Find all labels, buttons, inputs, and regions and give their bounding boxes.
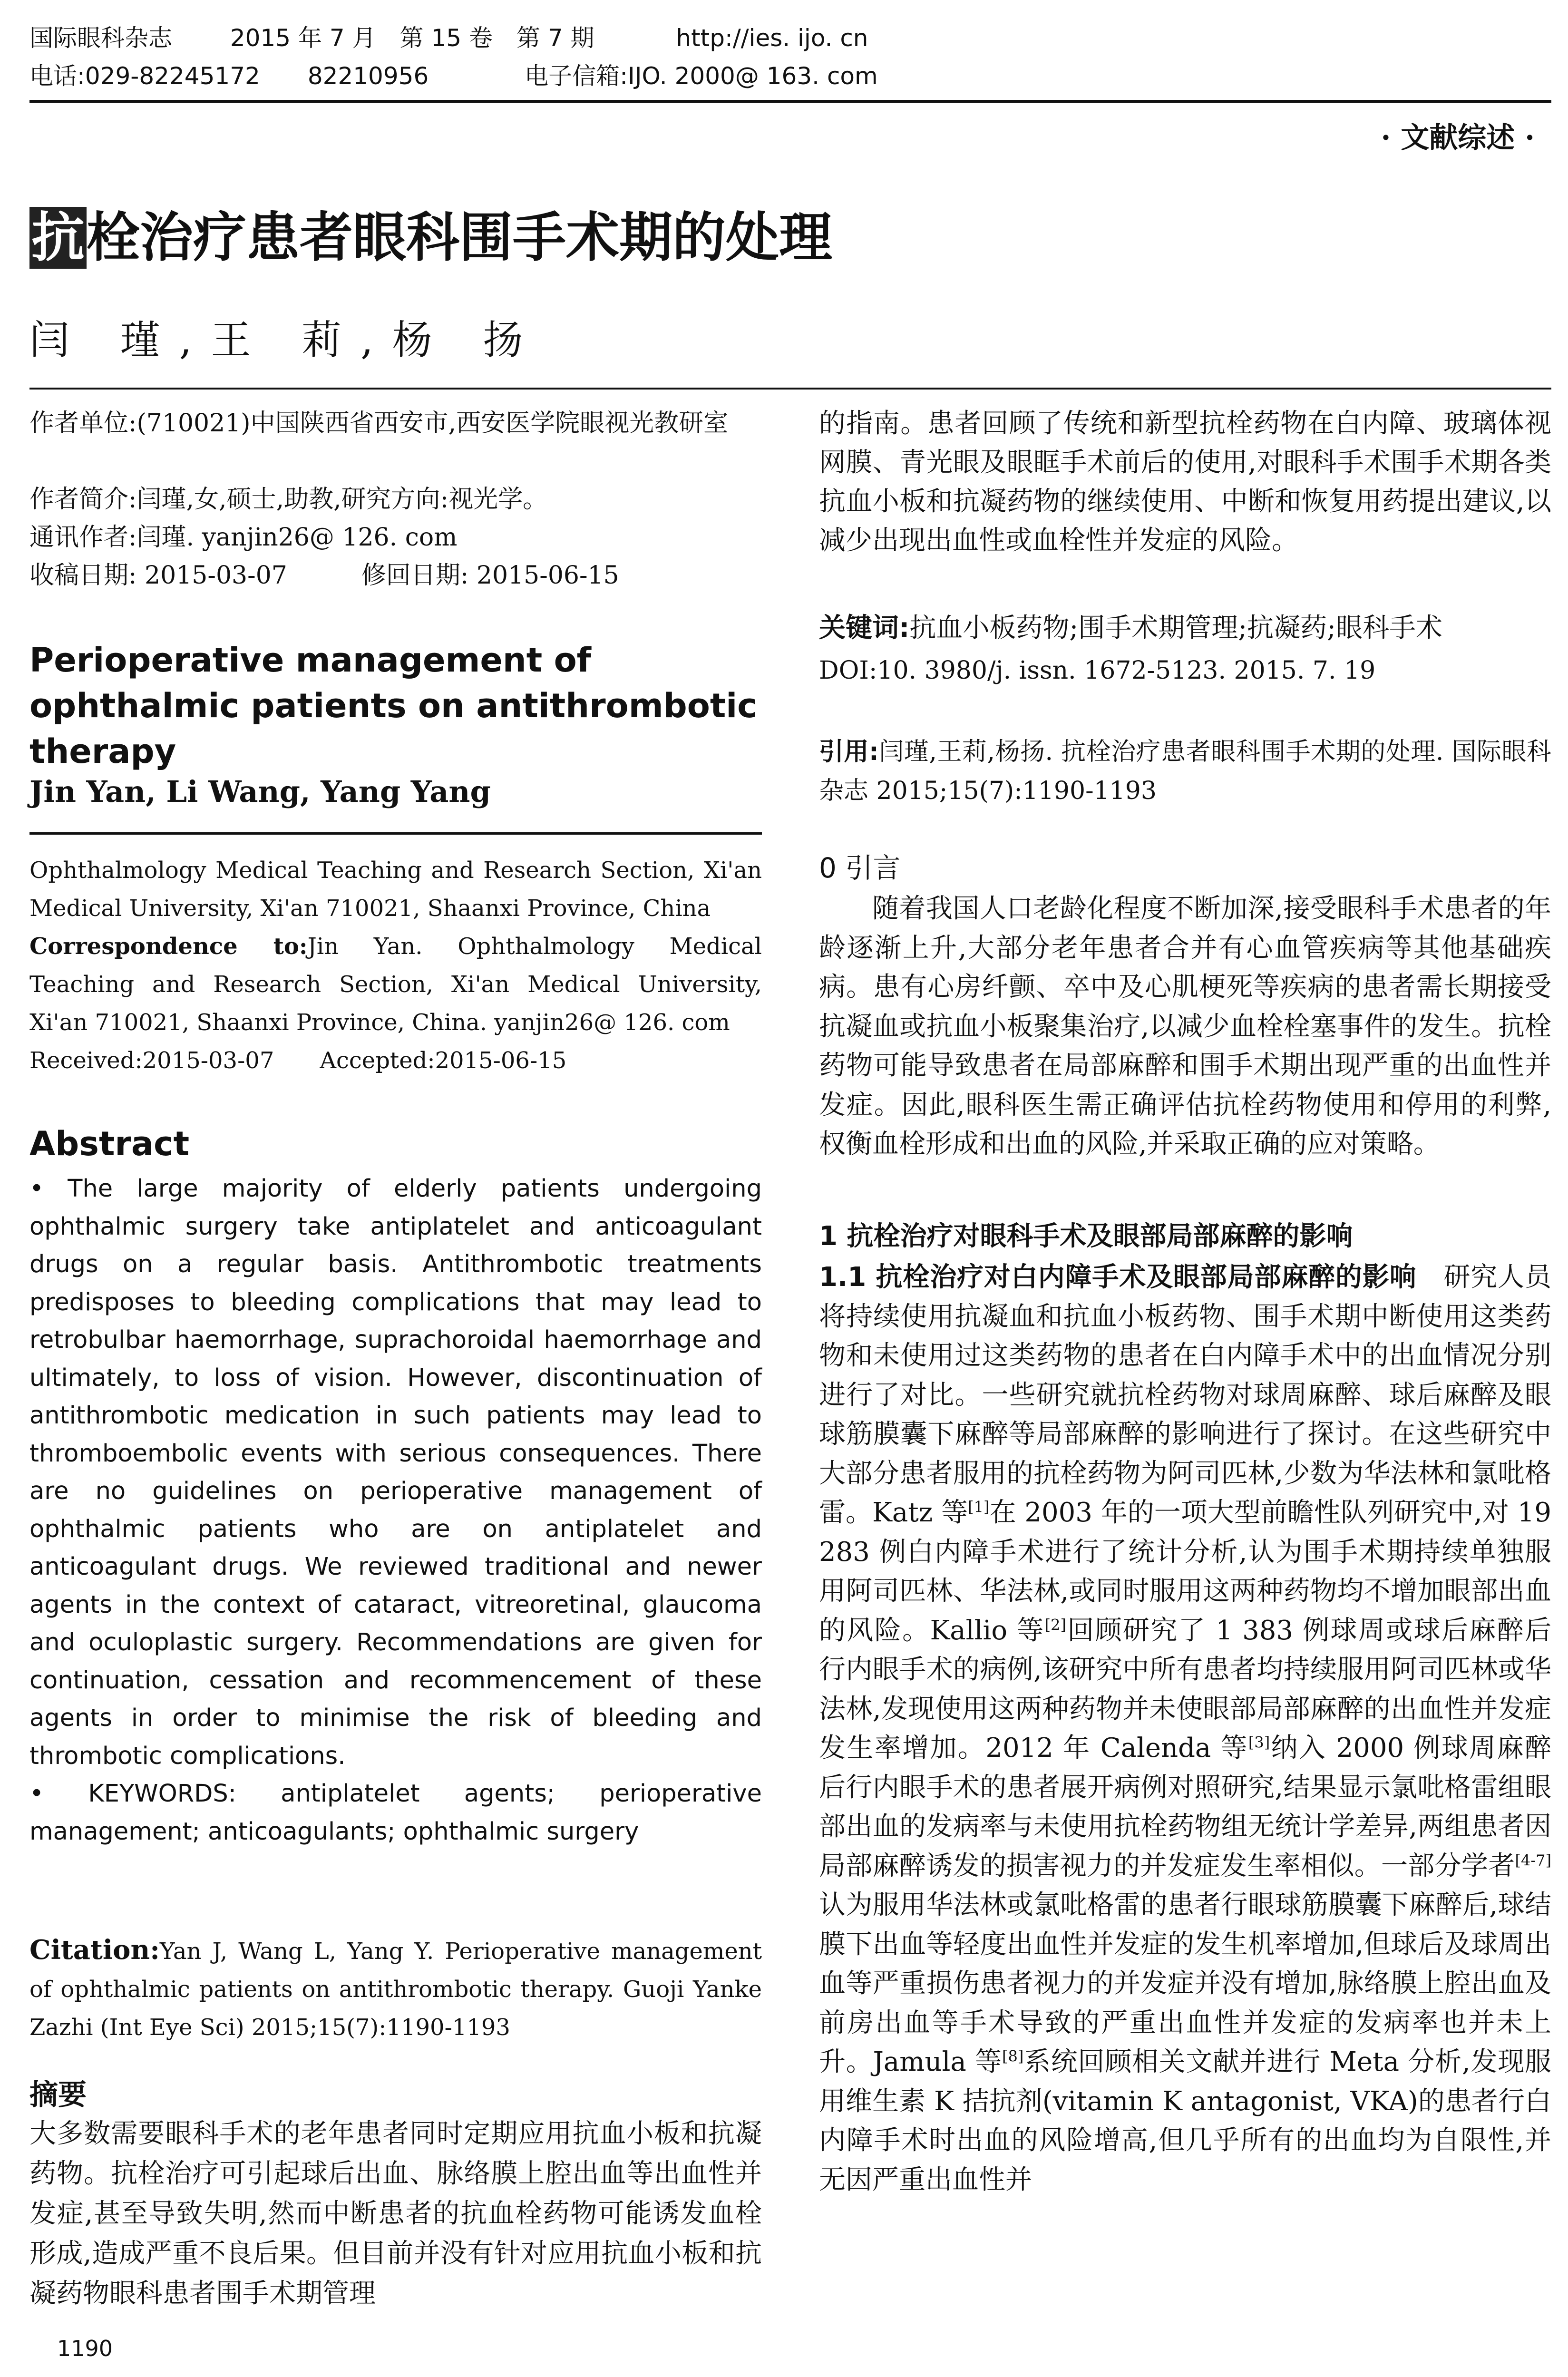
corresponding-author: 通讯作者:闫瑾. yanjin26@ 126. com [29,523,458,552]
reference-1[interactable]: [1] [968,1498,990,1516]
received-dates: 收稿日期: 2015-03-07 修回日期: 2015-06-15 [29,561,619,590]
introduction-paragraph: 随着我国人口老龄化程度不断加深,接受眼科手术患者的年龄逐渐上升,大部分老年患者合并有心血管疾病等其他基础疾病。患有心房纤颤、卒中及心肌梗死等疾病的患者需长期接受抗凝血或抗血小板聚集治疗,以减少血栓栓塞事件的发生。抗栓药物可能导致患者在局部麻醉和围手术期出现严重的出血性并发症。因此,眼科医生需正确评估抗栓药物使用和停用的利弊,权衡血栓形成和出血的风险,并采取正确的应对策略。 [819,893,1551,1159]
english-authors: Jin Yan, Li Wang, Yang Yang [29,774,491,809]
citation-text: Yan J, Wang L, Yang Y. Perioperative management of ophthalmic patients on antithrombotic therapy. Guoji Yanke Zazhi (Int Eye Sci) 2015;15(7):1190-1193 [29,1938,762,2041]
contact-line [29,62,878,90]
author-unit: 作者单位:(710021)中国陕西省西安市,西安医学院眼视光教研室 [29,409,729,438]
title-rest: 栓治疗患者眼科围手术期的处理 [87,207,832,269]
para-text-f: 系统回顾相关文献并进行 Meta 分析,发现服用维生素 K 拮抗剂(vitamin K antagonist, VKA)的患者行白内障手术时出血的风险增高,但几乎所有的出血均为自限性,并无因严重出血性并 [819,2046,1551,2195]
keywords-text: 抗血小板药物;围手术期管理;抗凝药;眼科手术 [909,613,1443,643]
section-1-1-paragraph [819,1258,1551,2200]
english-title: Perioperative management of ophthalmic patients on antithrombotic therapy [29,641,757,771]
keywords-label: 关键词: [819,613,910,643]
english-rule [29,832,762,835]
chinese-abstract-continued: 的指南。患者回顾了传统和新型抗栓药物在白内障、玻璃体视网膜、青光眼及眼眶手术前后的使用,对眼科手术围手术期各类抗血小板和抗凝药物的继续使用、中断和恢复用药提出建议,以减少出现出血性或血栓性并发症的风险。 [819,408,1551,556]
page-number: 1190 [57,2336,113,2361]
english-citation [29,1931,762,2046]
cite-label: 引用: [819,738,879,766]
correspondence [29,927,762,1042]
header-rule [29,100,1551,103]
para-text-e: 认为服用华法林或氯吡格雷的患者行眼球筋膜囊下麻醉后,球结膜下出血等轻度出血性并发症的发生机率增加,但球后及球周出血等严重损伤患者视力的并发症并没有增加,脉络膜上腔出血及前房出血等手术导致的严重出血性并发症的发病率也并未上升。Jamula 等 [819,1890,1551,2077]
english-dates: Received:2015-03-07 Accepted:2015-06-15 [29,1047,567,1074]
english-keywords: • KEYWORDS: antiplatelet agents; perioperative management; anticoagulants; ophthalmic surgery [29,1780,762,1846]
journal-name: 国际眼科杂志 [29,24,172,52]
reference-8[interactable]: [8] [1002,2047,1024,2065]
correspondence-label: Correspondence to: [29,933,308,960]
phone: 电话:029-82245172 82210956 [29,62,429,90]
section-1-heading: 1 抗栓治疗对眼科手术及眼部局部麻醉的影响 [819,1221,1353,1252]
section-tag: · 文献综述 · [1381,121,1535,155]
reference-4-7[interactable]: [4-7] [1515,1851,1551,1869]
affiliation: Ophthalmology Medical Teaching and Research Section, Xi'an Medical University, Xi'an 710021, Shaanxi Province, China [29,857,762,922]
abstract-heading: Abstract [29,1124,190,1163]
journal-url[interactable]: http://ies. ijo. cn [676,24,868,52]
subsection-1-1-heading: 1.1 抗栓治疗对白内障手术及眼部局部麻醉的影响 [819,1262,1417,1293]
doi[interactable]: DOI:10. 3980/j. issn. 1672-5123. 2015. 7. 19 [819,656,1376,685]
reference-2[interactable]: [2] [1044,1615,1066,1634]
reference-3[interactable]: [3] [1248,1733,1270,1752]
abstract-body [29,1170,762,1851]
chinese-citation [819,732,1551,810]
correspondence-text: Jin Yan. Ophthalmology Medical Teaching and Research Section, Xi'an Medical University, Xi'an 710021, Shaanxi Province, China. yanjin26@ 126. com [29,933,762,1036]
paper-title [29,205,832,271]
issue-info: 2015 年 7 月 第 15 卷 第 7 期 [230,24,594,52]
abstract-text: • The large majority of elderly patients undergoing ophthalmic surgery take antiplatelet and anticoagulant drugs on a regular basis. Antithrombotic treatments predisposes to bleeding complications that may lead to retrobulbar haemorrhage, suprachoroidal haemorrhage and ultimately, to loss of vision. However, discontinuation of antithrombotic medication in such patients may lead to thromboembolic events with serious consequences. There are no guidelines on perioperative management of ophthalmic patients who are on antiplatelet and anticoagulant drugs. We reviewed traditional and newer agents in the context of cataract, vitreoretinal, glaucoma and oculoplastic surgery. Recommendations are given for continuation, cessation and recommencement of these agents in order to minimise the risk of bleeding and thrombotic complications. [29,1175,762,1770]
section-0-heading: 0 引言 [819,852,901,884]
journal-header [29,24,868,52]
affiliation-block [29,851,762,1080]
chinese-abstract-heading: 摘要 [29,2078,87,2112]
author-bio: 作者简介:闫瑾,女,硕士,助教,研究方向:视光学。 [29,485,548,514]
citation-label: Citation: [29,1934,160,1966]
chinese-abstract-body: 大多数需要眼科手术的老年患者同时定期应用抗血小板和抗凝药物。抗栓治疗可引起球后出血、脉络膜上腔出血等出血性并发症,甚至导致失明,然而中断患者的抗血栓药物可能诱发血栓形成,造成严重不良后果。但目前并没有针对应用抗血小板和抗凝药物眼科患者围手术期管理 [29,2118,762,2309]
para-text-c: 回顾研究了 1 383 例球周或球后麻醉后行内眼手术的病例,该研究中所有患者均持续服用阿司匹林或华法林,发现使用这两种药物并未使眼部局部麻醉的出血性并发症发生率增加。2012 年 Calenda 等 [819,1615,1552,1763]
email: 电子信箱:IJO. 2000@ 163. com [525,62,878,90]
authors-cn: 闫 瑾,王 莉,杨 扬 [29,317,542,363]
para-text-d: 纳入 2000 例球周麻醉后行内眼手术的患者展开病例对照研究,结果显示氯吡格雷组眼部出血的发病率与未使用抗栓药物组无统计学差异,两组患者因局部麻醉诱发的损害视力的并发症发生率相似。一部分学者 [819,1733,1551,1881]
chinese-keywords [819,609,1551,648]
para-text-b: 在 2003 年的一项大型前瞻性队列研究中,对 19 283 例白内障手术进行了统计分析,认为围手术期持续单独服用阿司匹林、华法林,或同时服用这两种药物均不增加眼部出血的风险。Kallio 等 [819,1497,1551,1646]
title-first-char: 抗 [29,207,87,269]
para-text-a: 研究人员将持续使用抗凝血和抗血小板药物、围手术期中断使用这类药物和未使用过这类药物的患者在白内障手术中的出血情况分别进行了对比。一些研究就抗栓药物对球周麻醉、球后麻醉及眼球筋膜囊下麻醉等局部麻醉的影响进行了探讨。在这些研究中大部分患者服用的抗栓药物为阿司匹林,少数为华法林和氯吡格雷。Katz 等 [819,1262,1552,1528]
cite-text: 闫瑾,王莉,杨扬. 抗栓治疗患者眼科围手术期的处理. 国际眼科杂志 2015;15(7):1190-1193 [819,738,1552,805]
title-rule [29,388,1551,390]
